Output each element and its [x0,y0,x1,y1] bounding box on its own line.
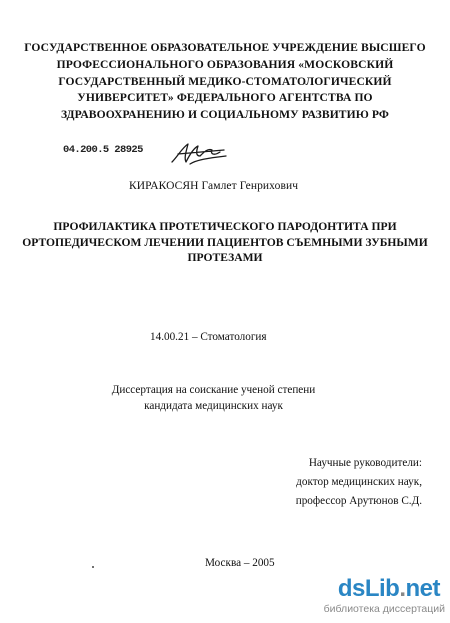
watermark-brand-dot: . [399,575,406,602]
institution-line: УНИВЕРСИТЕТ» ФЕДЕРАЛЬНОГО АГЕНТСТВА ПО [77,91,373,105]
specialty-code: 14.00.21 – Стоматология [150,331,267,343]
supervisor-line: профессор Арутюнов С.Д. [295,494,422,507]
title-line: ПРОТЕЗАМИ [187,251,263,265]
watermark-brand [338,575,440,603]
institution-line: ПРОФЕССИОНАЛЬНОГО ОБРАЗОВАНИЯ «МОСКОВСКИЙ [56,57,394,71]
dissertation-title [0,219,450,266]
supervisor-line: доктор медицинских наук, [296,475,422,488]
institution-line: ГОСУДАРСТВЕННОЕ ОБРАЗОВАТЕЛЬНОЕ УЧРЕЖДЕНИЕ ВЫСШЕГО [24,41,426,54]
watermark-subtitle: библиотека диссертаций [323,603,445,615]
author-name: КИРАКОСЯН Гамлет Генрихович [129,180,299,192]
degree-line: кандидата медицинских наук [144,400,283,412]
supervisors-block [260,454,422,510]
stamp-code: 04.200.5 28925 [63,144,143,156]
institution-line: ЗДРАВООХРАНЕНИЮ И СОЦИАЛЬНОМУ РАЗВИТИЮ РФ [61,108,389,122]
title-line: ОРТОПЕДИЧЕСКОМ ЛЕЧЕНИИ ПАЦИЕНТОВ СЪЕМНЫМИ ЗУБНЫМИ [22,235,428,249]
institution-line: ГОСУДАРСТВЕННЫЙ МЕДИКО-СТОМАТОЛОГИЧЕСКИЙ [58,74,392,88]
watermark-logo [323,575,448,619]
city-year: Москва – 2005 [205,557,275,569]
supervisor-line: Научные руководители: [308,457,422,469]
signature-icon [168,138,228,168]
scan-speck [92,566,94,568]
degree-statement [0,382,427,414]
watermark-brand-main: dsLib [337,575,400,602]
title-line: ПРОФИЛАКТИКА ПРОТЕТИЧЕСКОГО ПАРОДОНТИТА ПРИ [53,220,397,233]
library-stamp [63,138,263,172]
degree-line: Диссертация на соискание ученой степени [111,384,316,396]
watermark-brand-tld: net [405,575,440,602]
institution-header [0,40,450,124]
